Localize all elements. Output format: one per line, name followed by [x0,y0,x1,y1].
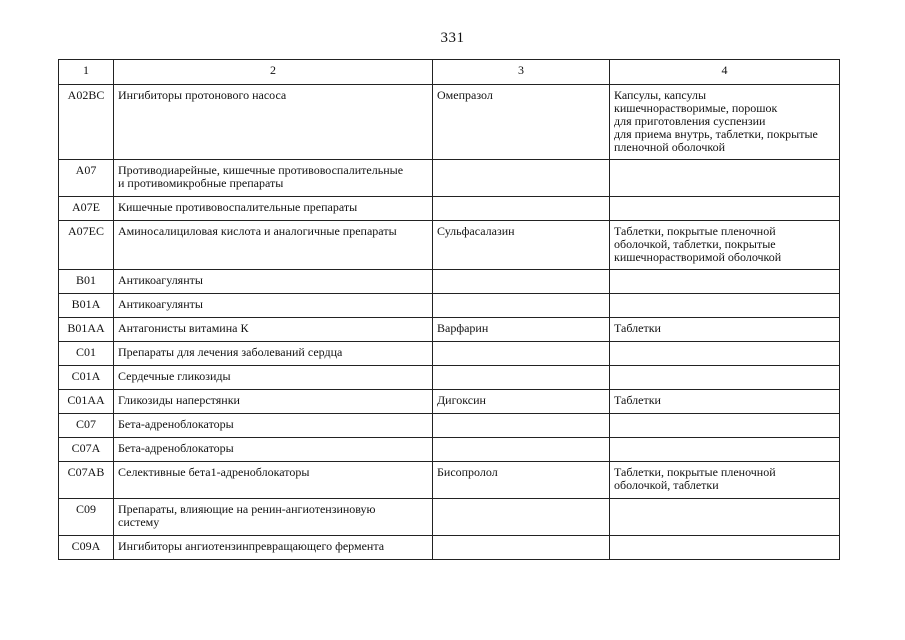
group-name-cell: Ингибиторы протонового насоса [114,85,433,160]
group-name-cell: Бета-адреноблокаторы [114,414,433,438]
group-name-cell: Ингибиторы ангиотензинпревращающего фермента [114,536,433,560]
atc-code-cell: B01AA [59,318,114,342]
group-name-cell: Кишечные противовоспалительные препараты [114,197,433,221]
dosage-form-cell [610,499,840,536]
group-name-cell: Препараты, влияющие на ренин-ангиотензиновую систему [114,499,433,536]
column-header: 3 [433,60,610,85]
drug-name-cell: Омепразол [433,85,610,160]
dosage-form-cell [610,414,840,438]
atc-code-cell: C09A [59,536,114,560]
group-name-cell: Антагонисты витамина К [114,318,433,342]
table-row [59,318,840,342]
drug-name-cell [433,342,610,366]
table-row [59,85,840,160]
table-row [59,294,840,318]
dosage-form-cell [610,270,840,294]
drug-name-cell [433,438,610,462]
atc-code-cell: C07 [59,414,114,438]
atc-code-cell: C01AA [59,390,114,414]
table-row [59,221,840,270]
dosage-form-cell [610,366,840,390]
atc-code-cell: A07 [59,160,114,197]
drug-name-cell [433,536,610,560]
atc-code-cell: B01 [59,270,114,294]
table-row [59,390,840,414]
atc-code-cell: A07EC [59,221,114,270]
drug-name-cell: Варфарин [433,318,610,342]
column-header: 4 [610,60,840,85]
drug-name-cell: Сульфасалазин [433,221,610,270]
dosage-form-cell [610,197,840,221]
group-name-cell: Аминосалициловая кислота и аналогичные препараты [114,221,433,270]
group-name-cell: Противодиарейные, кишечные противовоспалительные и противомикробные препараты [114,160,433,197]
atc-code-cell: C01A [59,366,114,390]
dosage-form-cell [610,294,840,318]
atc-code-cell: C07A [59,438,114,462]
drug-name-cell [433,160,610,197]
dosage-form-cell [610,536,840,560]
drug-name-cell [433,270,610,294]
atc-code-cell: B01A [59,294,114,318]
dosage-form-cell: Капсулы, капсулы кишечнорастворимые, порошок для приготовления суспензии для приема внутрь, таблетки, покрытые пленочной оболочкой [610,85,840,160]
drug-name-cell: Бисопролол [433,462,610,499]
group-name-cell: Препараты для лечения заболеваний сердца [114,342,433,366]
table-row [59,536,840,560]
column-header: 2 [114,60,433,85]
dosage-form-cell: Таблетки [610,390,840,414]
dosage-form-cell: Таблетки, покрытые пленочной оболочкой, таблетки, покрытые кишечнорастворимой оболочкой [610,221,840,270]
drug-name-cell [433,197,610,221]
drug-name-cell: Дигоксин [433,390,610,414]
medicines-table [58,59,840,560]
drug-name-cell [433,499,610,536]
group-name-cell: Сердечные гликозиды [114,366,433,390]
table-row [59,438,840,462]
atc-code-cell: A07E [59,197,114,221]
group-name-cell: Гликозиды наперстянки [114,390,433,414]
dosage-form-cell [610,342,840,366]
table-row [59,499,840,536]
atc-code-cell: C01 [59,342,114,366]
drug-name-cell [433,294,610,318]
drug-name-cell [433,414,610,438]
table-row [59,366,840,390]
atc-code-cell: C09 [59,499,114,536]
table-row [59,342,840,366]
dosage-form-cell: Таблетки [610,318,840,342]
atc-code-cell: C07AB [59,462,114,499]
page-number: 331 [440,30,465,46]
group-name-cell: Селективные бета1-адреноблокаторы [114,462,433,499]
drug-name-cell [433,366,610,390]
table-row [59,270,840,294]
group-name-cell: Бета-адреноблокаторы [114,438,433,462]
column-header: 1 [59,60,114,85]
atc-code-cell: A02BC [59,85,114,160]
table-row [59,160,840,197]
dosage-form-cell [610,160,840,197]
table-header-row [59,60,840,85]
dosage-form-cell [610,438,840,462]
table-row [59,414,840,438]
group-name-cell: Антикоагулянты [114,270,433,294]
dosage-form-cell: Таблетки, покрытые пленочной оболочкой, таблетки [610,462,840,499]
group-name-cell: Антикоагулянты [114,294,433,318]
table-row [59,197,840,221]
table-row [59,462,840,499]
